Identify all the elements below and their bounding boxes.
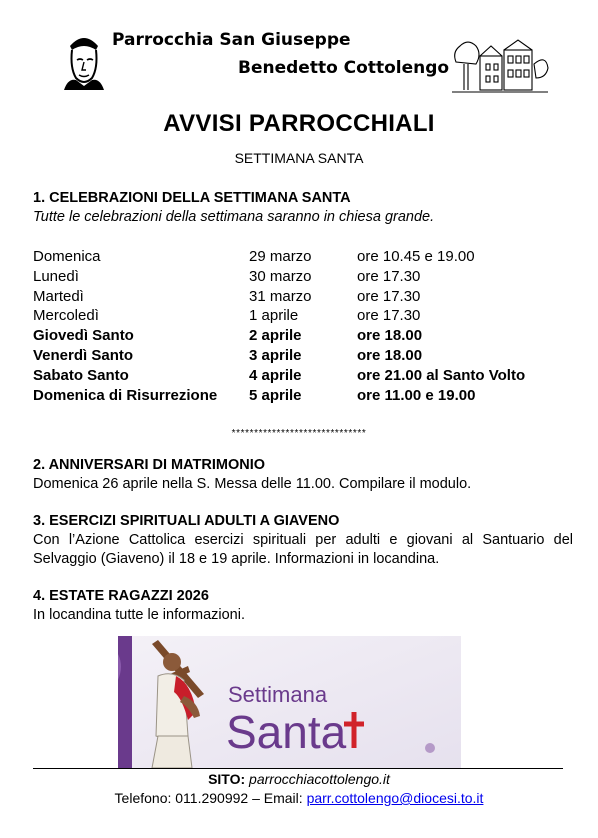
schedule-date: 29 marzo xyxy=(249,248,312,265)
section-heading: 1. CELEBRAZIONI DELLA SETTIMANA SANTA xyxy=(33,190,351,206)
section-heading: 2. ANNIVERSARI DI MATRIMONIO xyxy=(33,457,266,473)
schedule-time: ore 21.00 al Santo Volto xyxy=(357,366,526,384)
schedule-date: 3 aprile xyxy=(249,346,302,364)
schedule-time: ore 18.00 xyxy=(357,327,423,345)
schedule-date: 4 aprile xyxy=(249,366,302,384)
footer-contact xyxy=(0,790,598,806)
settimana-santa-banner xyxy=(118,636,461,768)
schedule-day: Domenica xyxy=(33,248,101,265)
section-celebrations xyxy=(33,189,573,227)
church-building-logo xyxy=(450,34,550,98)
section-retreat xyxy=(33,512,573,569)
site-url[interactable]: parrocchiacottolengo.it xyxy=(249,771,390,787)
schedule-time: ore 17.30 xyxy=(357,267,421,285)
banner-word-settimana: Settimana xyxy=(228,682,328,707)
footer-site xyxy=(0,771,598,787)
email-label: – Email: xyxy=(252,790,303,806)
page-subtitle: SETTIMANA SANTA xyxy=(234,150,364,166)
section-body: Con l’Azione Cattolica esercizi spirituali per adulti e giovani al Santuario del Selvaggio (Giaveno) il 18 e 19 aprile. Informazioni in locandina. xyxy=(33,532,573,567)
separator-stars: ****************************** xyxy=(231,428,367,439)
section-anniversaries xyxy=(33,456,573,494)
schedule-day: Martedì xyxy=(33,287,84,305)
phone-label: Telefono: xyxy=(114,790,172,806)
schedule-date: 30 marzo xyxy=(249,267,312,285)
schedule-date: 5 aprile xyxy=(249,386,302,404)
schedule-day: Domenica di Risurrezione xyxy=(33,386,218,404)
schedule-time: ore 18.00 xyxy=(357,346,423,364)
schedule-date: 2 aprile xyxy=(249,327,302,345)
schedule-time: ore 11.00 e 19.00 xyxy=(357,386,476,404)
phone-number: 011.290992 xyxy=(175,790,249,806)
section-intro: Tutte le celebrazioni della settimana saranno in chiesa grande. xyxy=(33,209,435,225)
schedule-day: Lunedì xyxy=(33,267,79,285)
email-link[interactable]: parr.cottolengo@diocesi.to.it xyxy=(306,790,484,806)
site-label: SITO: xyxy=(208,771,246,787)
section-body: In locandina tutte le informazioni. xyxy=(33,607,245,623)
schedule-day: Mercoledì xyxy=(33,307,99,325)
parish-name-line2: Benedetto Cottolengo xyxy=(238,58,450,78)
banner-word-santa: Santa xyxy=(226,706,347,758)
parish-name-line1: Parrocchia San Giuseppe xyxy=(112,30,351,50)
footer-divider xyxy=(33,768,563,769)
schedule-time: ore 17.30 xyxy=(357,287,421,305)
section-summer xyxy=(33,587,573,625)
schedule-day: Venerdì Santo xyxy=(33,346,134,364)
schedule-date: 1 aprile xyxy=(249,307,299,325)
section-heading: 4. ESTATE RAGAZZI 2026 xyxy=(33,588,209,604)
section-heading: 3. ESERCIZI SPIRITUALI ADULTI A GIAVENO xyxy=(33,513,340,529)
schedule-time: ore 17.30 xyxy=(357,307,421,325)
header xyxy=(0,0,598,110)
section-body: Domenica 26 aprile nella S. Messa delle 11.00. Compilare il modulo. xyxy=(33,476,472,492)
schedule-day: Giovedì Santo xyxy=(33,327,134,345)
schedule-time: ore 10.45 e 19.00 xyxy=(357,248,475,265)
cottolengo-portrait-logo xyxy=(60,28,108,90)
schedule-date: 31 marzo xyxy=(249,287,312,305)
page-title: AVVISI PARROCCHIALI xyxy=(163,110,435,137)
schedule-day: Sabato Santo xyxy=(33,366,129,384)
